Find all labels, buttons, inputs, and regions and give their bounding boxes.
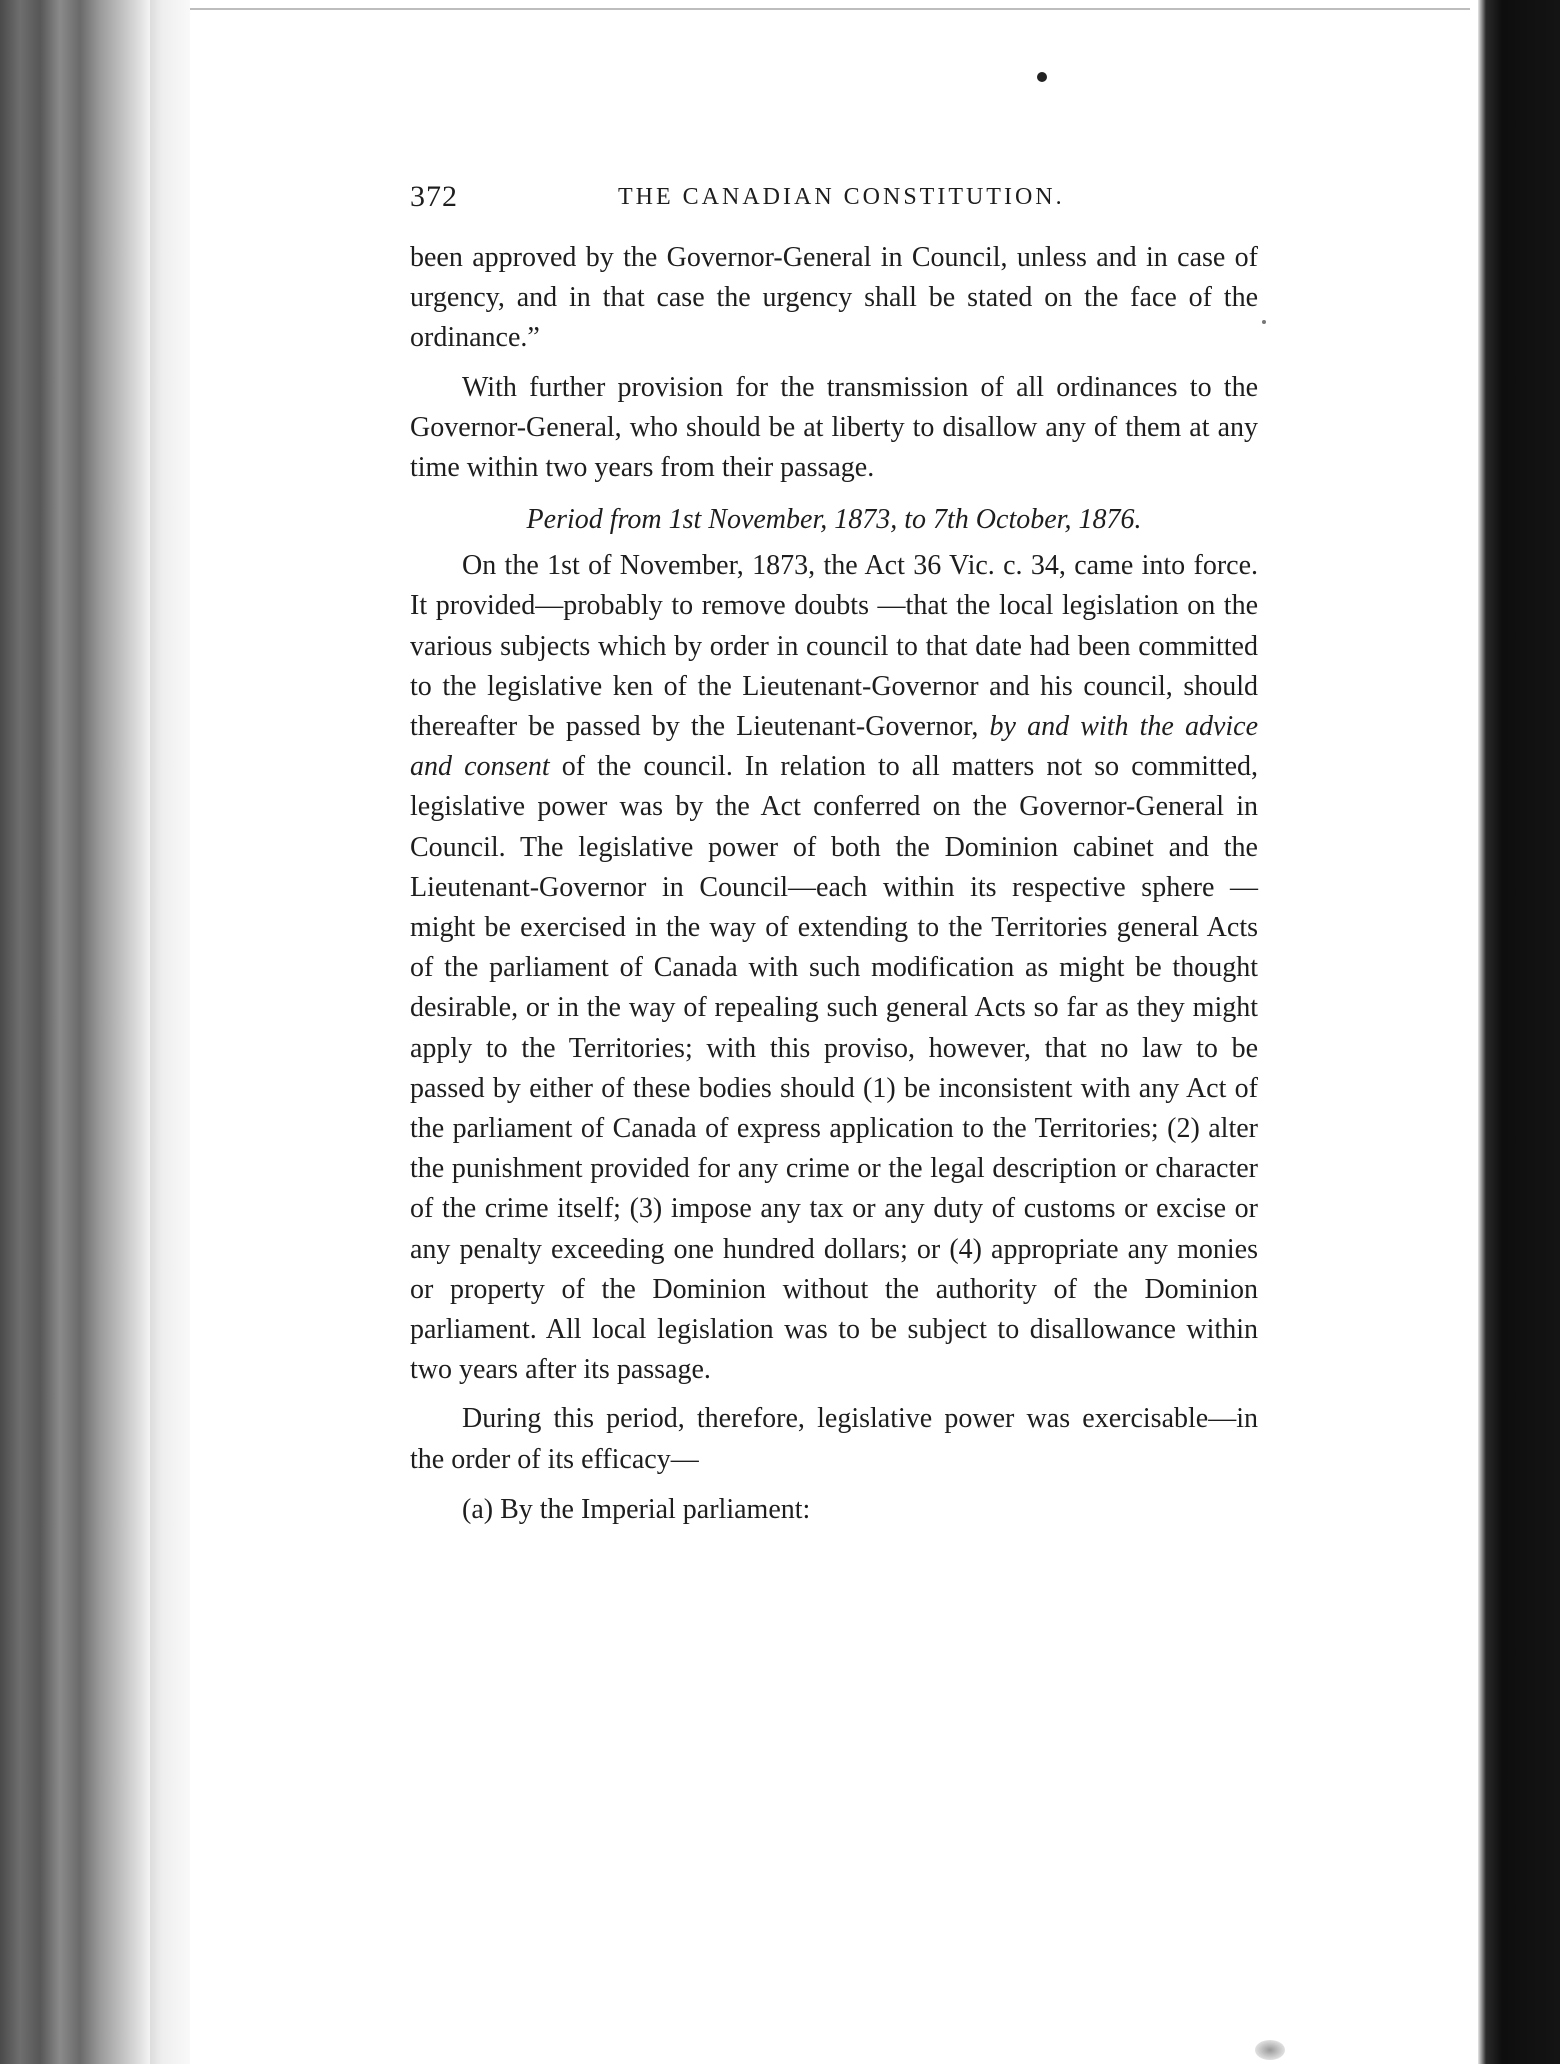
paragraph-italic-phrase: by and with the advice and consent (410, 711, 1259, 783)
paragraph-further-provision: With further provision for the transmission of all ordinances to the Governor-General, who should be at liberty to disallow any of them at any time within two years from their passage. (410, 371, 1258, 484)
paragraph-text-part2: of the council. In relation to all matters not so committed, legislative power was by the Act conferred on the Governor-General in Council. The legislative power of both the Dominion cabinet and the Lieutenant-Governor in Council—each within its respective sphere —might be exercised in the way of extending to the Territories general Acts of the parliament of Canada with such modification as might be thought desirable, or in the way of repealing such general Acts so far as they might apply to the Territories; with this proviso, however, that no law to be passed by either of these bodies should (1) be inconsistent with any Act of the parliament of Canada of express application to the Territories; (2) alter the punishment provided for any crime or the legal description or character of the crime itself; (3) impose any tax or any duty of customs or excise or any penalty exceeding one hundred dollars; or (4) appropriate any monies or property of the Dominion without the authority of the Dominion parliament. All local legislation was to be subject to disallowance within two years after its passage. (410, 751, 1258, 1386)
ink-dot-mark (1037, 72, 1047, 82)
scanner-background-edge (1478, 0, 1560, 2064)
book-page (410, 180, 1258, 1530)
running-title: THE CANADIAN CONSTITUTION. (618, 184, 1065, 210)
stray-ink-mark (1262, 320, 1266, 324)
paragraph-during-period: During this period, therefore, legislative power was exercisable—in the order of its efficacy— (410, 1403, 1258, 1475)
section-heading: Period from 1st November, 1873, to 7th October, 1876. (526, 504, 1142, 536)
paragraph-text-part1: On the 1st of November, 1873, the Act 36 Vic. c. 34, came into force. It provided—probably to remove doubts —that the local legislation on the various subjects which by order in council to that date had been committed to the legislative ken of the Lieutenant-Governor and his council, should thereafter be passed by the Lieutenant-Governor, (410, 550, 1258, 743)
clause-a: (a) By the Imperial parliament: (462, 1493, 811, 1525)
page-top-border (190, 8, 1470, 10)
running-header (410, 180, 1258, 220)
book-page-edge (0, 0, 150, 2064)
paragraph-continuation: been approved by the Governor-General in Council, unless and in case of urgency, and in that case the urgency shall be stated on the face of the ordinance.” (410, 242, 1258, 354)
scan-smudge (1255, 2040, 1285, 2060)
paragraph-act-36-vic (410, 546, 1258, 1390)
body-text (410, 238, 1258, 1530)
page-number: 372 (410, 180, 458, 213)
